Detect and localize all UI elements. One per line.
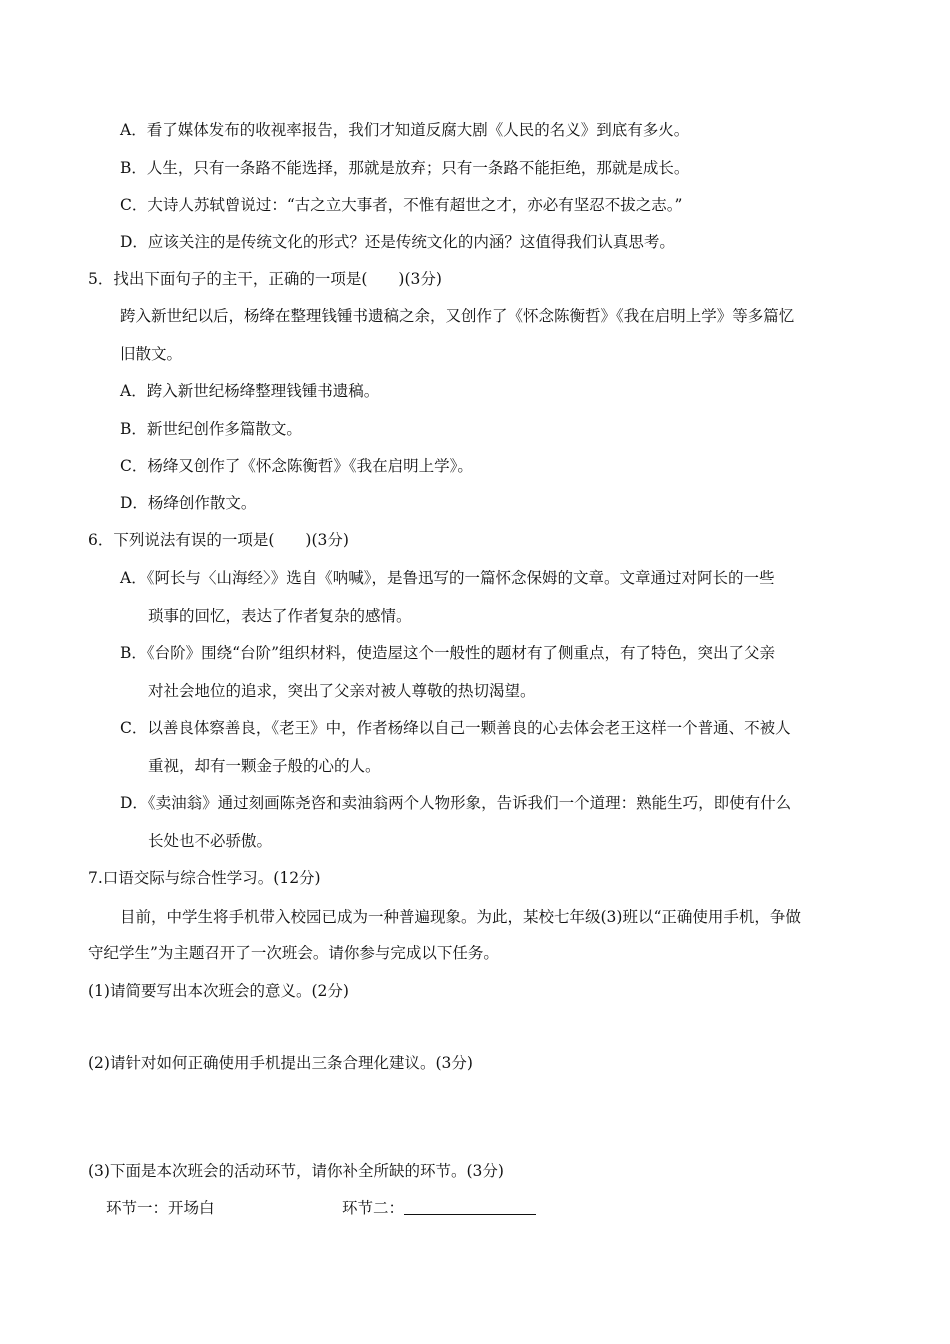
q5-sentence-line1: 跨入新世纪以后，杨绛在整理钱锺书遗稿之余，又创作了《怀念陈衡哲》《我在启明上学》等多篇忆 [120,307,795,325]
q5-option-c: C．杨绛又创作了《怀念陈衡哲》《我在启明上学》。 [120,457,473,475]
q7-intro-line2: 守纪学生”为主题召开了一次班会。请你参与完成以下任务。 [88,944,499,962]
q6-option-d-line2: 长处也不必骄傲。 [148,832,273,850]
q6-option-d-line1: D．《卖油翁》通过刻画陈尧咨和卖油翁两个人物形象，告诉我们一个道理：熟能生巧，即使有什么 [120,794,792,812]
q5-option-d: D．杨绛创作散文。 [120,494,257,512]
q5-stem: 5．找出下面句子的主干，正确的一项是( )(3分) [88,270,442,288]
q4-option-c: C．大诗人苏轼曾说过：“古之立大事者，不惟有超世之才，亦必有坚忍不拔之志。” [120,196,683,214]
q7-subquestion-1: (1)请简要写出本次班会的意义。(2分) [88,982,349,1000]
activity-step-2 [342,1197,536,1219]
q7-intro-line1: 目前，中学生将手机带入校园已成为一种普遍现象。为此，某校七年级(3)班以“正确使用手机，争做 [120,908,801,926]
q6-stem: 6．下列说法有误的一项是( )(3分) [88,531,349,549]
q5-sentence-line2: 旧散文。 [120,345,183,363]
q4-option-a: A．看了媒体发布的收视率报告，我们才知道反腐大剧《人民的名义》到底有多火。 [120,121,690,139]
q4-option-b: B．人生，只有一条路不能选择，那就是放弃；只有一条路不能拒绝，那就是成长。 [120,159,690,177]
q6-option-b-line1: B．《台阶》围绕“台阶”组织材料，使造屋这个一般性的题材有了侧重点，有了特色，突出了父亲 [120,644,775,662]
q6-option-a-line2: 琐事的回忆，表达了作者复杂的感情。 [148,607,412,625]
q7-subquestion-3: (3)下面是本次班会的活动环节，请你补全所缺的环节。(3分) [88,1162,504,1180]
q6-option-c-line1: C．以善良体察善良，《老王》中，作者杨绛以自己一颗善良的心去体会老王这样一个普通、不被人 [120,719,791,737]
q7-subquestion-2: (2)请针对如何正确使用手机提出三条合理化建议。(3分) [88,1054,473,1072]
q6-option-b-line2: 对社会地位的追求，突出了父亲对被人尊敬的热切渴望。 [148,682,536,700]
answer-blank[interactable] [404,1198,536,1215]
q7-stem: 7.口语交际与综合性学习。(12分) [88,869,321,887]
activity-step-1: 环节一：开场白 [106,1199,215,1217]
q6-option-a-line1: A．《阿长与〈山海经〉》选自《呐喊》，是鲁迅写的一篇怀念保姆的文章。文章通过对阿长的一些 [120,569,775,587]
q4-option-d: D．应该关注的是传统文化的形式？还是传统文化的内涵？这值得我们认真思考。 [120,233,675,251]
activity-step-2-label: 环节二： [342,1199,405,1217]
q5-option-a: A．跨入新世纪杨绛整理钱锺书遗稿。 [120,382,380,400]
q6-option-c-line2: 重视，却有一颗金子般的心的人。 [148,757,381,775]
q5-option-b: B．新世纪创作多篇散文。 [120,420,302,438]
